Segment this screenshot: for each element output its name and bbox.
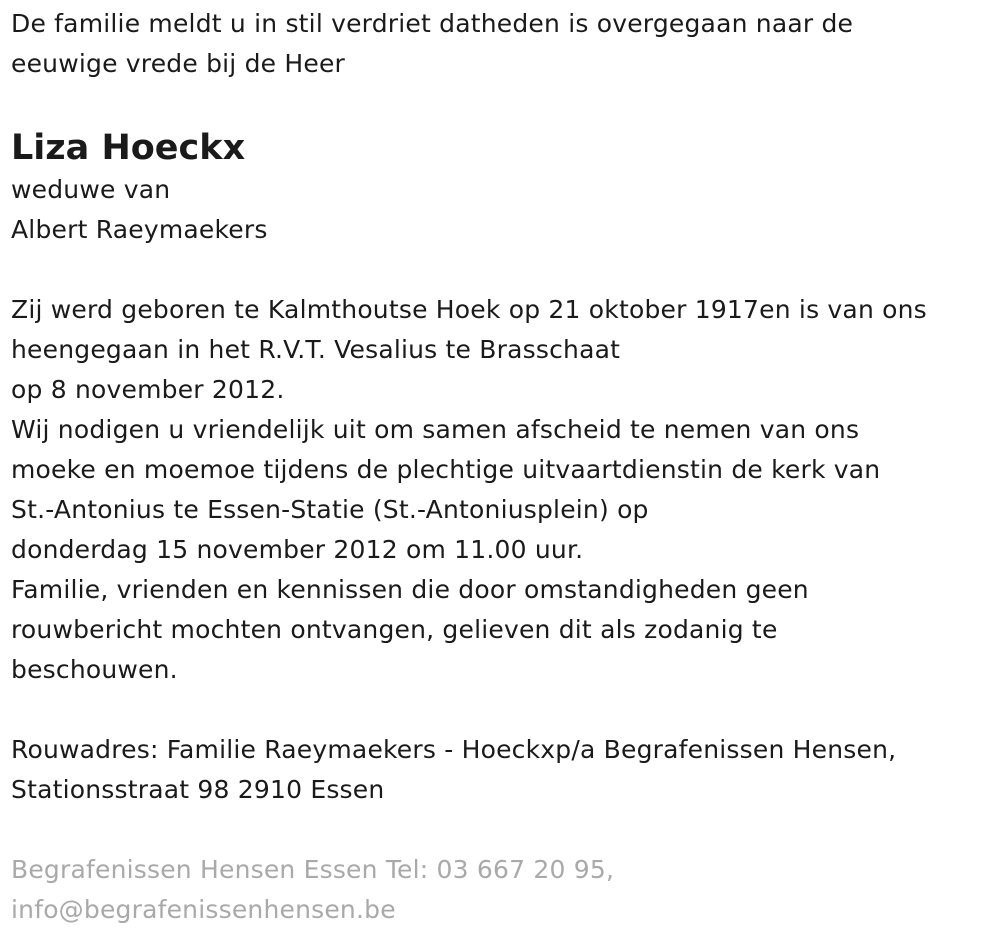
spacer bbox=[11, 84, 986, 124]
intro-line: De familie meldt u in stil verdriet datheden is overgegaan naar de bbox=[11, 9, 854, 38]
body-line: St.-Antonius te Essen-Statie (St.-Antoniusplein) op bbox=[11, 495, 649, 524]
relation-text: weduwe van bbox=[11, 175, 171, 204]
address-line: Rouwadres: Familie Raeymaekers - Hoeckxp/a Begrafenissen Hensen, bbox=[11, 735, 897, 764]
body-line: Zij werd geboren te Kalmthoutse Hoek op 21 oktober 1917en is van ons bbox=[11, 295, 927, 324]
body-line: donderdag 15 november 2012 om 11.00 uur. bbox=[11, 535, 584, 564]
spacer bbox=[11, 250, 986, 290]
body-line: op 8 november 2012. bbox=[11, 375, 285, 404]
obituary-notice bbox=[11, 4, 986, 930]
body-line: rouwbericht mochten ontvangen, gelieven dit als zodanig te bbox=[11, 615, 778, 644]
body-line: beschouwen. bbox=[11, 655, 178, 684]
contact-email: info@begrafenissenhensen.be bbox=[11, 895, 396, 924]
mourning-address bbox=[11, 730, 986, 810]
spacer bbox=[11, 690, 986, 730]
spacer bbox=[11, 810, 986, 850]
deceased-name: Liza Hoeckx bbox=[11, 128, 246, 168]
body-line: moeke en moemoe tijdens de plechtige uitvaartdienstin de kerk van bbox=[11, 455, 881, 484]
announcement-body bbox=[11, 290, 986, 690]
spouse-name: Albert Raeymaekers bbox=[11, 215, 268, 244]
body-line: Familie, vrienden en kennissen die door omstandigheden geen bbox=[11, 575, 809, 604]
deceased-block bbox=[11, 126, 986, 250]
address-line: Stationsstraat 98 2910 Essen bbox=[11, 775, 385, 804]
intro-line: eeuwige vrede bij de Heer bbox=[11, 49, 346, 78]
contact-line: Begrafenissen Hensen Essen Tel: 03 667 20 95, bbox=[11, 855, 615, 884]
intro-text bbox=[11, 4, 986, 84]
body-line: Wij nodigen u vriendelijk uit om samen afscheid te nemen van ons bbox=[11, 415, 860, 444]
funeral-home-contact bbox=[11, 850, 986, 930]
body-line: heengegaan in het R.V.T. Vesalius te Brasschaat bbox=[11, 335, 621, 364]
